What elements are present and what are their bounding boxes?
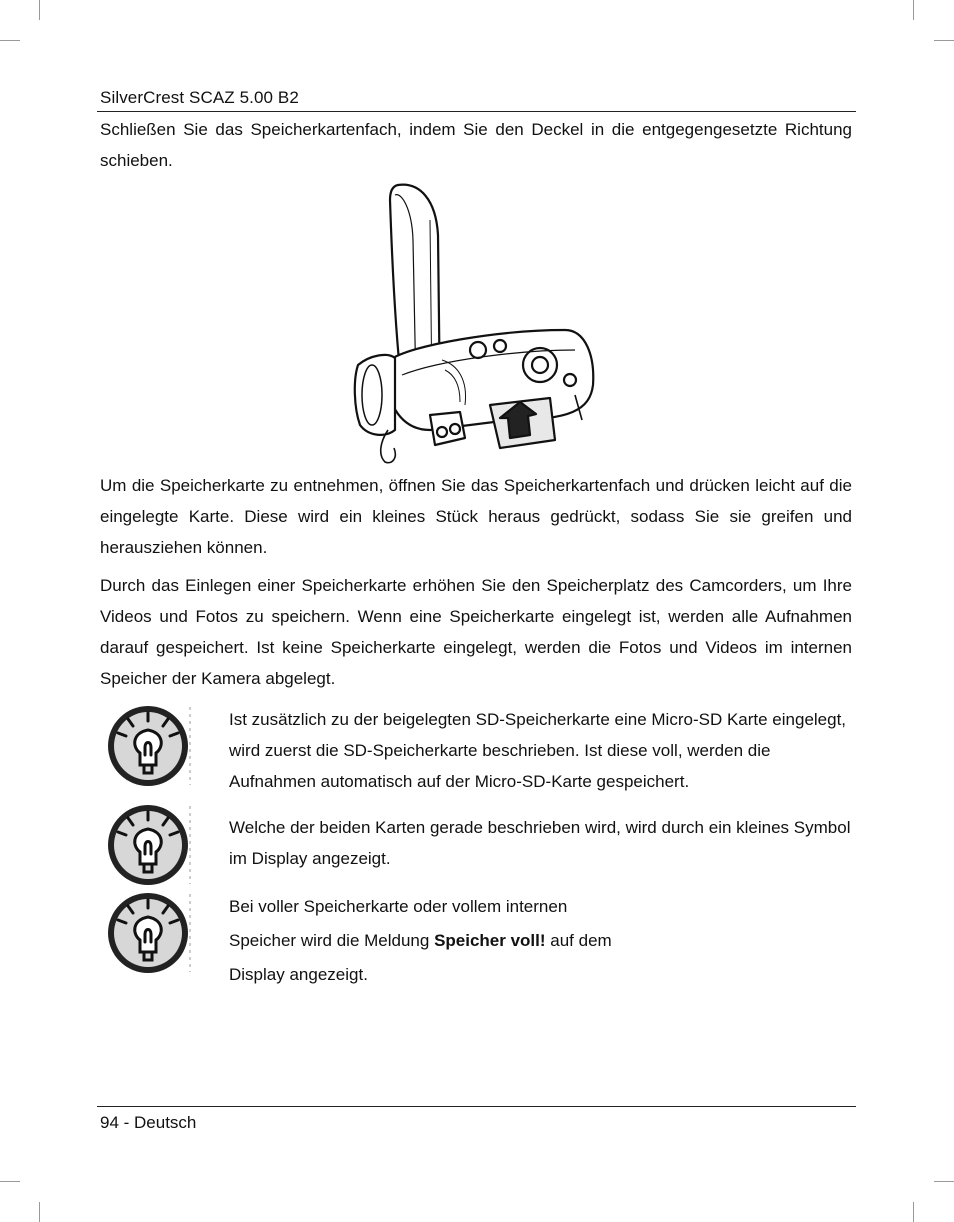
tip3-line3: Display angezeigt. [229, 965, 368, 984]
tip3-line2-post: auf dem [545, 931, 612, 950]
page-header: SilverCrest SCAZ 5.00 B2 [100, 88, 299, 107]
paragraph-storage-info: Durch das Einlegen einer Speicherkarte erhöhen Sie den Speicherplatz des Camcorders, um Ihre Videos und Fotos zu speichern. Wenn eine Speicherkarte eingelegt ist, werden alle Aufnahmen darauf gespeichert. Ist keine Speicherkarte eingelegt, werden die Fotos und Videos im internen Speicher der Kamera abgelegt. [100, 576, 852, 688]
camcorder-memory-card-illustration [350, 180, 600, 465]
lightbulb-icon [108, 890, 194, 976]
crop-mark [934, 40, 954, 41]
crop-mark [913, 0, 914, 20]
header-divider [97, 111, 856, 112]
tip3-bold-message: Speicher voll! [434, 931, 546, 950]
lightbulb-icon [108, 802, 194, 888]
tip3-line1: Bei voller Speicherkarte oder vollem internen [229, 897, 568, 916]
crop-mark [913, 1202, 914, 1222]
tip-text-card-symbol: Welche der beiden Karten gerade beschrieben wird, wird durch ein kleines Symbol im Display angezeigt. [229, 818, 851, 868]
footer-divider [97, 1106, 856, 1107]
tip3-line2 [229, 924, 851, 958]
tip3-line2-pre: Speicher wird die Meldung [229, 931, 435, 950]
tip-text-sd-micro: Ist zusätzlich zu der beigelegten SD-Speicherkarte eine Micro-SD Karte eingelegt, wird zuerst die SD-Speicherkarte beschrieben. Ist diese voll, werden die Aufnahmen automatisch auf der Micro-SD-Karte gespeichert. [229, 710, 847, 791]
crop-mark [39, 1202, 40, 1222]
tip-text-memory-full [229, 890, 851, 992]
crop-mark [934, 1181, 954, 1182]
paragraph-close-slot: Schließen Sie das Speicherkartenfach, indem Sie den Deckel in die entgegengesetzte Richtung schieben. [100, 120, 852, 170]
paragraph-remove-card: Um die Speicherkarte zu entnehmen, öffnen Sie das Speicherkartenfach und drücken leicht auf die eingelegte Karte. Diese wird ein kleines Stück heraus gedrückt, sodass Sie sie greifen und herausziehen können. [100, 476, 852, 557]
lightbulb-icon [108, 703, 194, 789]
crop-mark [0, 40, 20, 41]
page-footer: 94 - Deutsch [100, 1113, 197, 1132]
crop-mark [39, 0, 40, 20]
crop-mark [0, 1181, 20, 1182]
